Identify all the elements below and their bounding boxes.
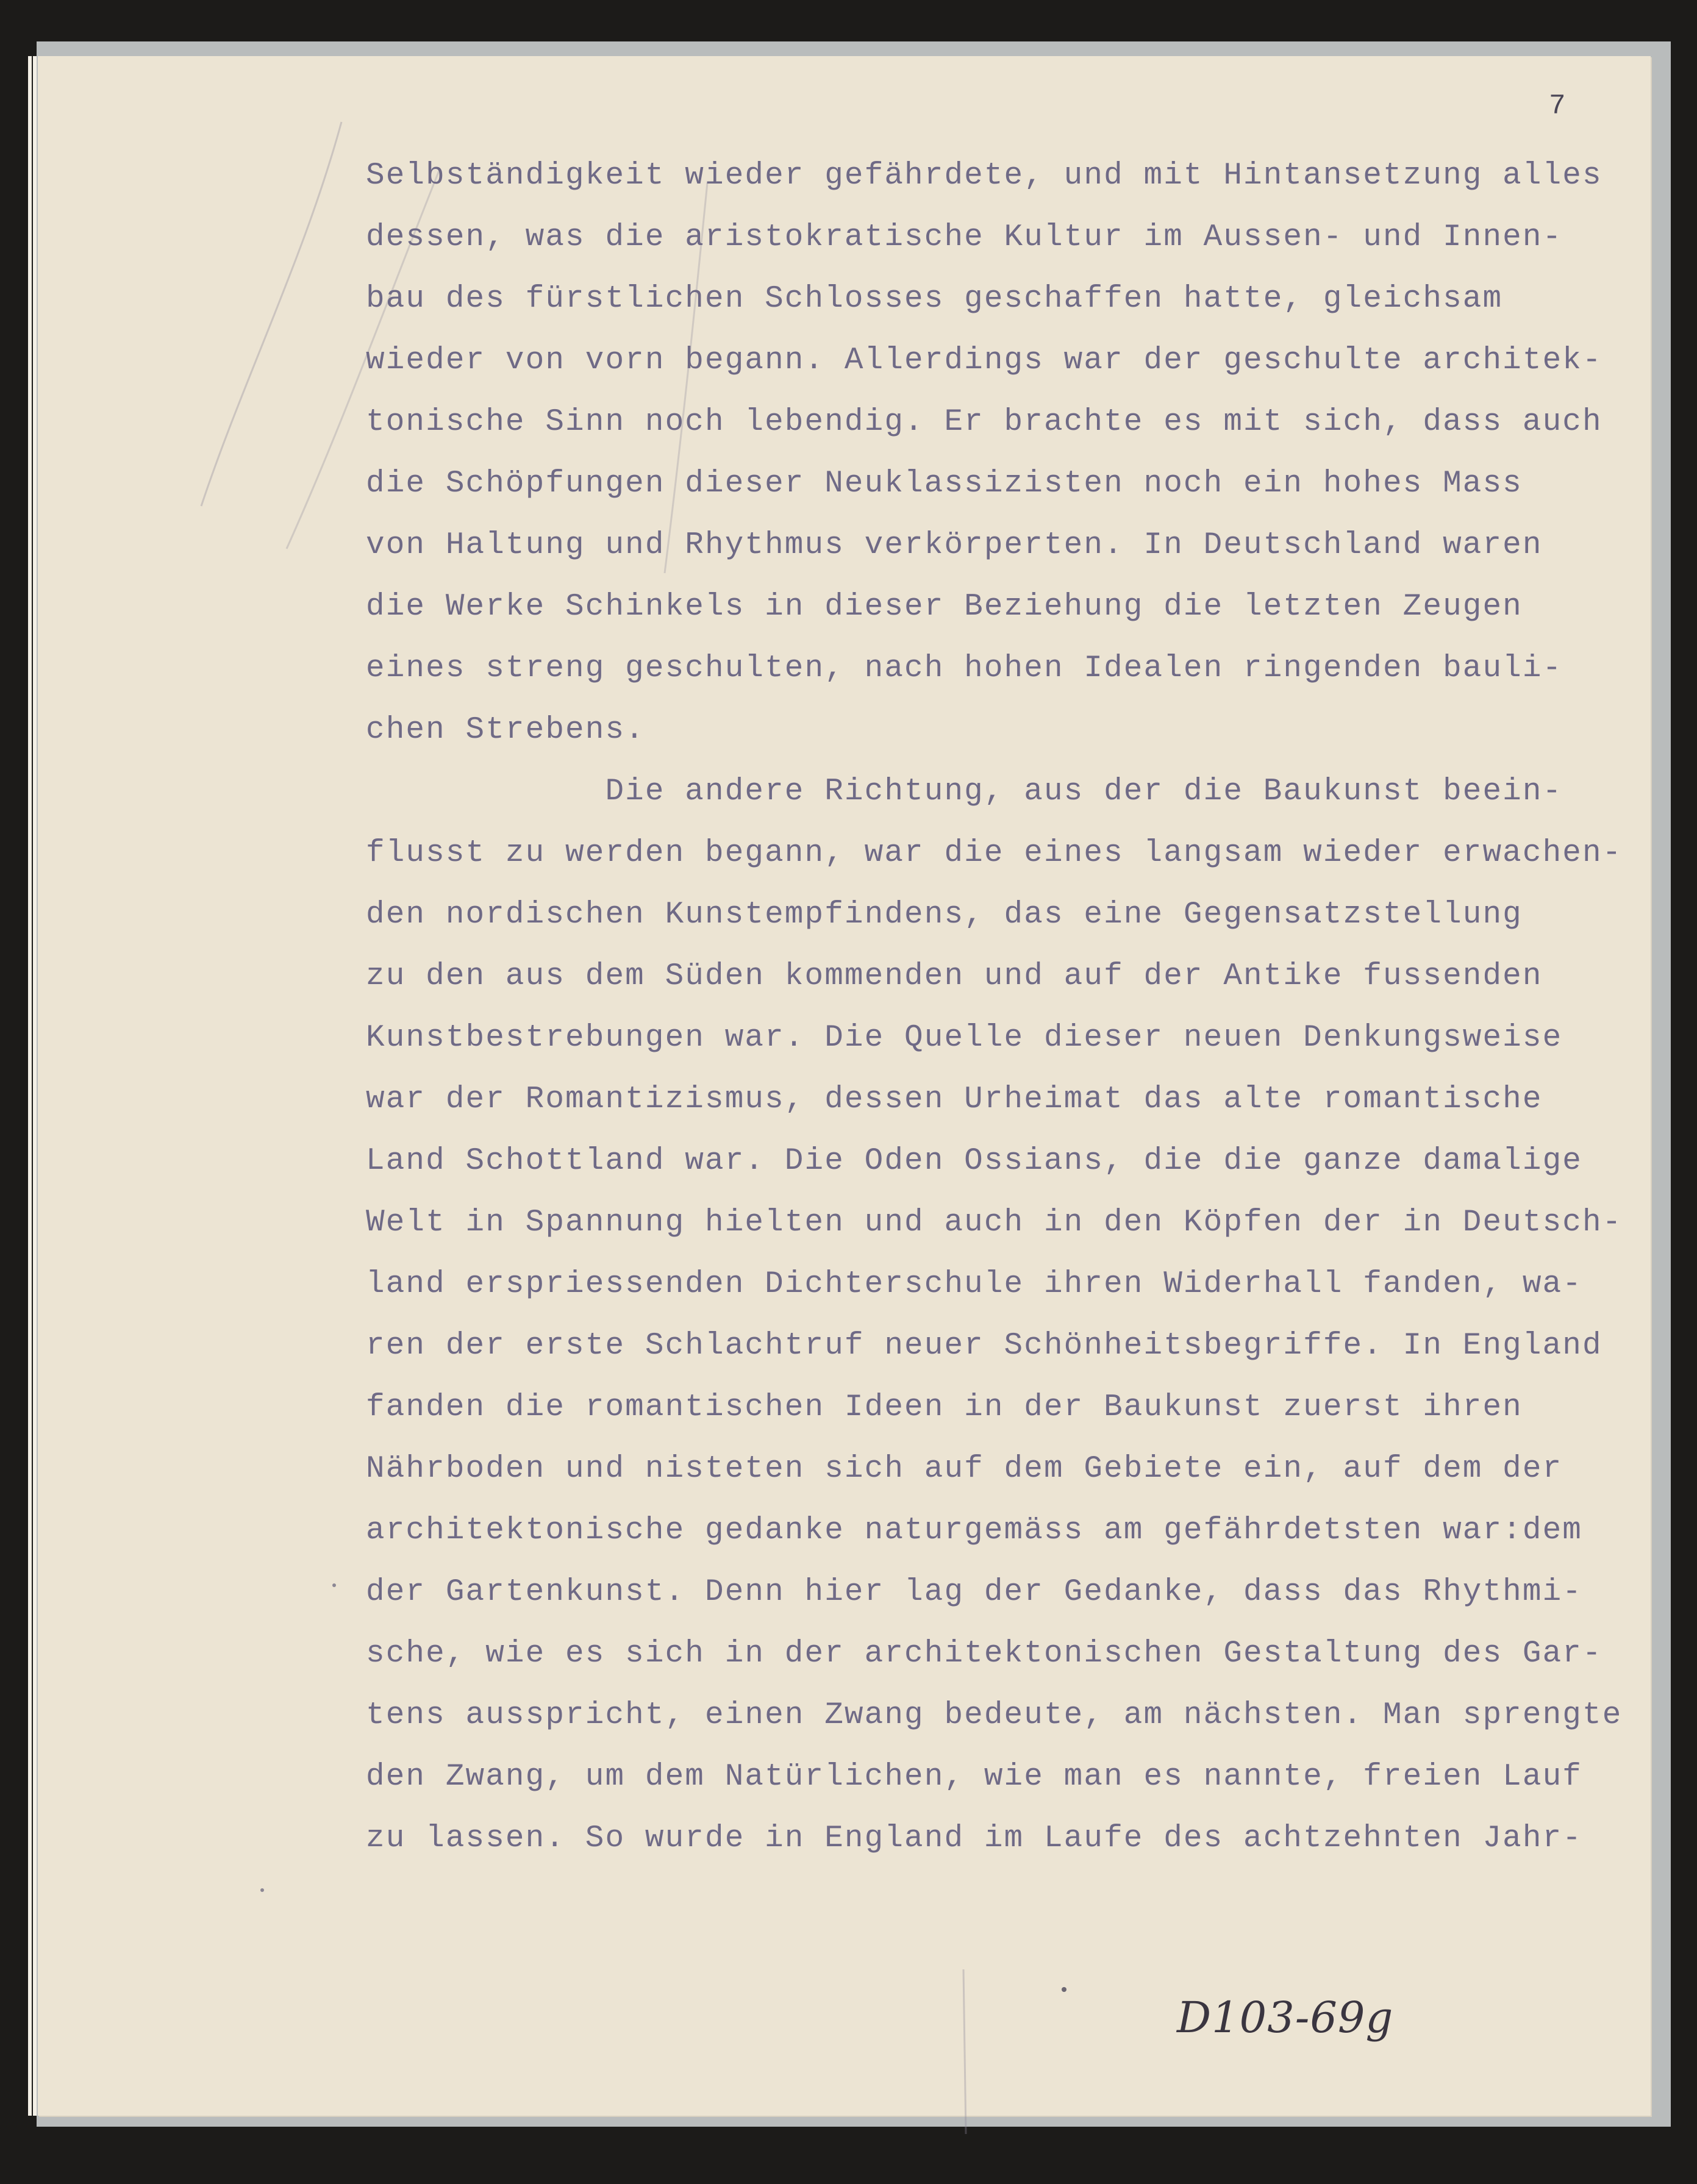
text-line: flusst zu werden begann, war die eines langsam wieder erwachen- <box>366 836 1623 871</box>
text-line: der Gartenkunst. Denn hier lag der Gedanke, dass das Rhythmi- <box>366 1575 1583 1610</box>
page-number: 7 <box>1549 90 1566 122</box>
text-line: Nährboden und nisteten sich auf dem Gebiete ein, auf dem der <box>366 1452 1563 1486</box>
text-line: die Werke Schinkels in dieser Beziehung die letzten Zeugen <box>366 590 1523 624</box>
text-line: zu den aus dem Süden kommenden und auf der Antike fussenden <box>366 959 1543 994</box>
text-line: war der Romantizismus, dessen Urheimat das alte romantische <box>366 1082 1543 1117</box>
text-line: Welt in Spannung hielten und auch in den Köpfen der in Deutsch- <box>366 1205 1623 1240</box>
text-line: tonische Sinn noch lebendig. Er brachte es mit sich, dass auch <box>366 405 1602 440</box>
text-line: land erspriessenden Dichterschule ihren Widerhall fanden, wa- <box>366 1267 1583 1302</box>
typewritten-text <box>366 145 1623 1869</box>
text-line: architektonische gedanke naturgemäss am gefährdetsten war:dem <box>366 1513 1583 1548</box>
text-line: Die andere Richtung, aus der die Baukunst beein- <box>366 774 1563 809</box>
text-line: chen Strebens. <box>366 713 645 748</box>
text-line: Selbständigkeit wieder gefährdete, und mit Hintansetzung alles <box>366 159 1602 193</box>
text-line: zu lassen. So wurde in England im Laufe des achtzehnten Jahr- <box>366 1821 1583 1856</box>
text-line: sche, wie es sich in der architektonischen Gestaltung des Gar- <box>366 1636 1602 1671</box>
text-line: fanden die romantischen Ideen in der Baukunst zuerst ihren <box>366 1390 1523 1425</box>
text-line: dessen, was die aristokratische Kultur im Aussen- und Innen- <box>366 220 1563 255</box>
text-line: von Haltung und Rhythmus verkörperten. In Deutschland waren <box>366 528 1543 563</box>
archive-signature: D103-69g <box>1177 1993 1394 2043</box>
text-line: bau des fürstlichen Schlosses geschaffen hatte, gleichsam <box>366 282 1503 316</box>
text-line: die Schöpfungen dieser Neuklassizisten noch ein hohes Mass <box>366 466 1523 501</box>
text-line: den Zwang, um dem Natürlichen, wie man es nannte, freien Lauf <box>366 1760 1583 1794</box>
text-line: tens ausspricht, einen Zwang bedeute, am nächsten. Man sprengte <box>366 1698 1623 1733</box>
text-line: Land Schottland war. Die Oden Ossians, die die ganze damalige <box>366 1144 1583 1179</box>
text-line: den nordischen Kunstempfindens, das eine Gegensatzstellung <box>366 898 1523 932</box>
text-line: ren der erste Schlachtruf neuer Schönheitsbegriffe. In England <box>366 1329 1602 1363</box>
text-line: Kunstbestrebungen war. Die Quelle dieser neuen Denkungsweise <box>366 1021 1563 1055</box>
text-line: wieder von vorn begann. Allerdings war der geschulte architek- <box>366 343 1602 378</box>
text-line: eines streng geschulten, nach hohen Idealen ringenden bauli- <box>366 651 1563 686</box>
